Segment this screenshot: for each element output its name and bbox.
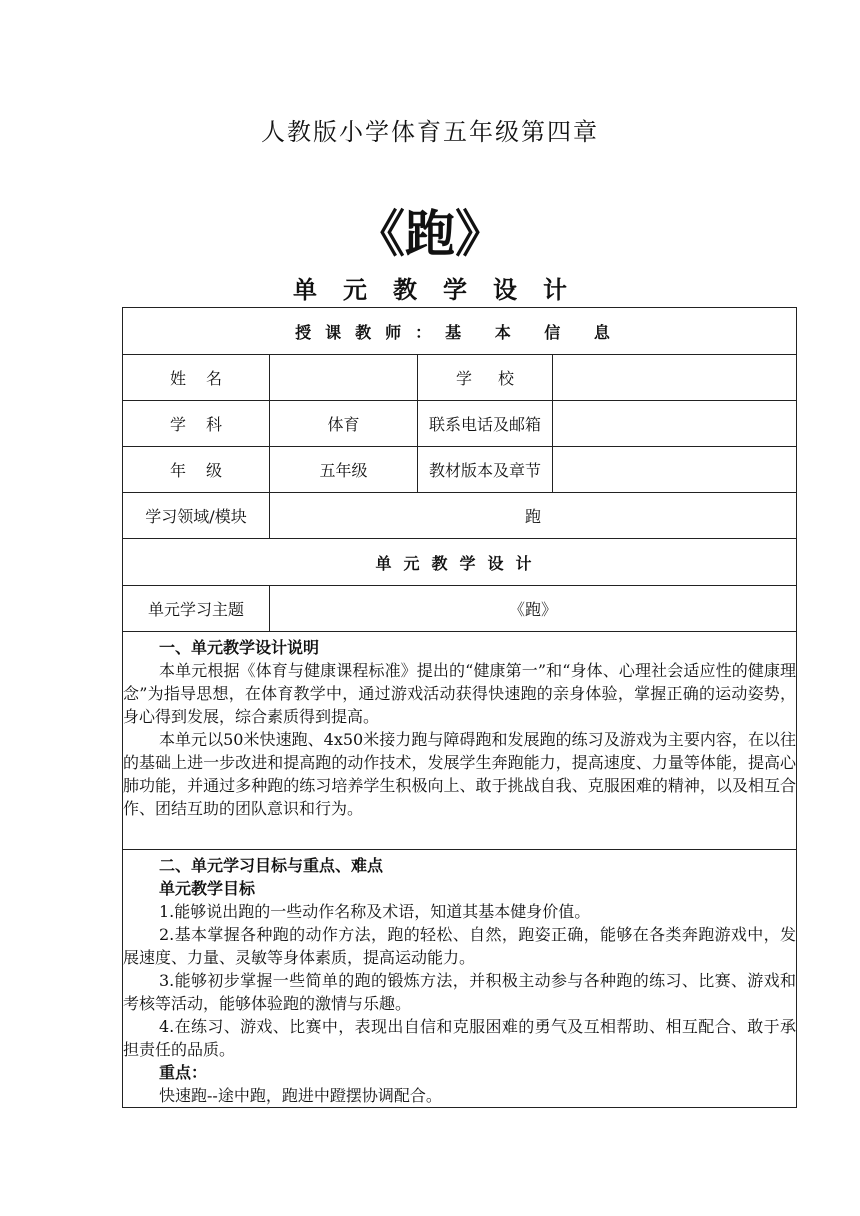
theme-row — [123, 586, 797, 632]
theme-label: 单元学习主题 — [123, 586, 270, 632]
design-heading: 单元教学设计 — [293, 275, 593, 304]
section2-row — [123, 850, 797, 1108]
school-label: 学校 — [418, 355, 553, 401]
goal-1: 1.能够说出跑的一些动作名称及术语，知道其基本健身价值。 — [159, 902, 591, 921]
subject-value: 体育 — [270, 401, 418, 447]
goals-title: 单元教学目标 — [159, 879, 256, 898]
textbook-value — [553, 447, 797, 493]
document-subtitle: 人教版小学体育五年级第四章 — [261, 118, 599, 146]
info-heading: 授课教师：基 本 信 息 — [123, 308, 797, 355]
subject-label: 学科 — [123, 401, 270, 447]
domain-row — [123, 493, 797, 539]
contact-label: 联系电话及邮箱 — [418, 401, 553, 447]
domain-value: 跑 — [270, 493, 797, 539]
textbook-label: 教材版本及章节 — [418, 447, 553, 493]
grade-row — [123, 447, 797, 493]
design-heading-row — [123, 539, 797, 586]
key-points-text: 快速跑--途中跑，跑进中蹬摆协调配合。 — [159, 1086, 442, 1105]
section1-cell — [123, 632, 797, 850]
key-points-title: 重点： — [159, 1063, 208, 1082]
section1-row — [123, 632, 797, 850]
name-row — [123, 355, 797, 401]
theme-value: 《跑》 — [270, 586, 797, 632]
section2-cell — [123, 850, 797, 1108]
domain-label: 学习领域/模块 — [123, 493, 270, 539]
section1-paragraph-1: 本单元根据《体育与健康课程标准》提出的“健康第一”和“身体、心理社会适应性的健康理念”为指导思想，在体育教学中，通过游戏活动获得快速跑的亲身体验，掌握正确的运动姿势，身心得到发展，综合素质得到提高。 — [123, 661, 797, 726]
goal-4: 4.在练习、游戏、比赛中，表现出自信和克服困难的勇气及互相帮助、相互配合、敢于承担责任的品质。 — [123, 1017, 797, 1059]
document-title: 《跑》 — [355, 205, 505, 263]
section1-paragraph-2: 本单元以50米快速跑、4x50米接力跑与障碍跑和发展跑的练习及游戏为主要内容，在以往的基础上进一步改进和提高跑的动作技术，发展学生奔跑能力，提高速度、力量等体能，提高心肺功能，并通过多种跑的练习培养学生积极向上、敢于挑战自我、克服困难的精神，以及相互合作、团结互助的团队意识和行为。 — [123, 730, 797, 818]
name-label: 姓名 — [123, 355, 270, 401]
design-table-heading: 单元教学设计 — [123, 539, 797, 586]
grade-value: 五年级 — [270, 447, 418, 493]
section2-title: 二、单元学习目标与重点、难点 — [159, 856, 384, 875]
goal-3: 3.能够初步掌握一些简单的跑的锻炼方法，并积极主动参与各种跑的练习、比赛、游戏和考核等活动，能够体验跑的激情与乐趣。 — [123, 971, 797, 1013]
contact-value — [553, 401, 797, 447]
unit-design-table — [122, 307, 797, 1108]
section1-title: 一、单元教学设计说明 — [159, 638, 320, 657]
school-value — [553, 355, 797, 401]
subject-row — [123, 401, 797, 447]
goal-2: 2.基本掌握各种跑的动作方法，跑的轻松、自然，跑姿正确，能够在各类奔跑游戏中，发展速度、力量、灵敏等身体素质，提高运动能力。 — [123, 925, 797, 967]
grade-label: 年级 — [123, 447, 270, 493]
info-heading-row — [123, 308, 797, 355]
name-value — [270, 355, 418, 401]
